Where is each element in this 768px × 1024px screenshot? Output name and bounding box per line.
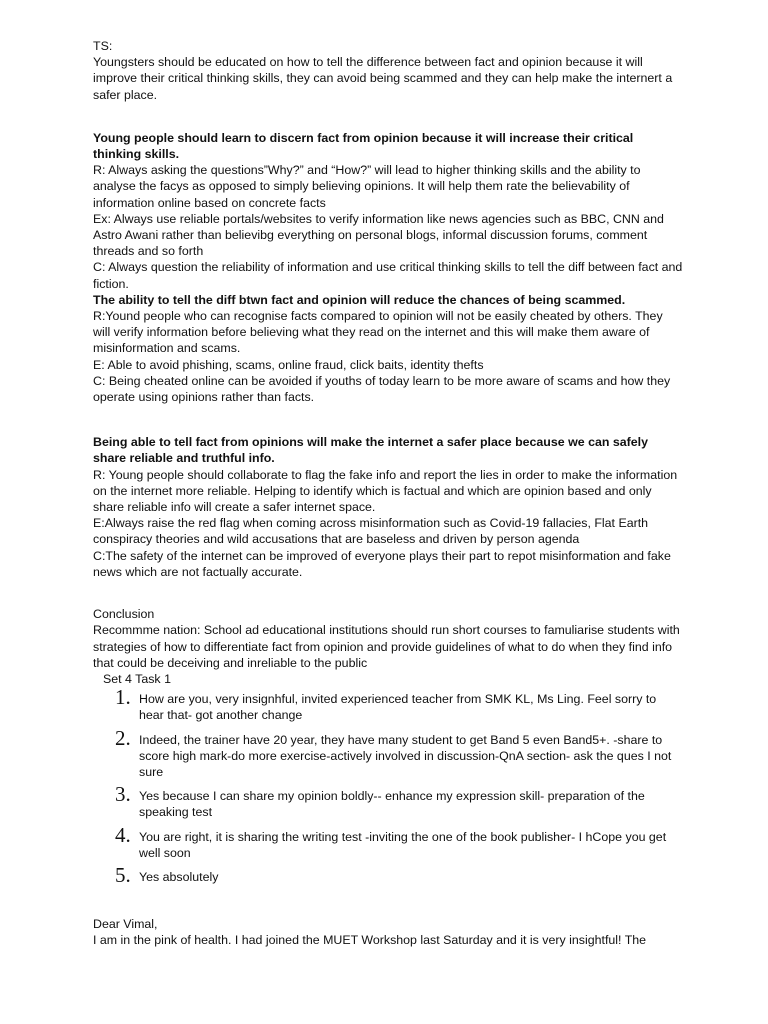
section-reason: R: Young people should collaborate to flag the fake info and report the lies in order to make the information on the internet more reliable. Helping to identify which is factual and which are opinion based and only share reliable info will create a safer internet space.: [93, 467, 678, 515]
list-number: 4.: [115, 822, 131, 847]
task-list: [93, 685, 683, 887]
section-example: E:Always raise the red flag when coming across misinformation such as Covid-19 fallacies, Flat Earth conspiracy theories and wild accusations that are baseless and driven by person agenda: [93, 516, 649, 547]
section-safer-internet: [93, 434, 683, 580]
list-number: 2.: [115, 725, 131, 750]
spacer: [93, 103, 683, 130]
list-item: [93, 685, 683, 723]
list-item: [93, 862, 683, 887]
thesis-text: Youngsters should be educated on how to tell the difference between fact and opinion because it will improve their critical thinking skills, they can avoid being scammed and they can help make the internert a safer place.: [93, 55, 673, 102]
letter-block: [93, 916, 683, 948]
list-text: Yes because I can share my opinion boldly-- enhance my expression skill- preparation of the speaking test: [139, 789, 645, 820]
list-text: You are right, it is sharing the writing test -inviting the one of the book publisher- I hCope you get well soon: [139, 829, 667, 860]
document-page: [93, 38, 683, 949]
conclusion-label: Conclusion: [93, 607, 155, 622]
thesis-label: TS:: [93, 39, 113, 53]
list-text: Indeed, the trainer have 20 year, they have many student to get Band 5 even Band5+. -share to score high mark-do more exercise-actively involved in discussion-QnA section- ask the ques I not sure: [139, 732, 672, 779]
section-heading: The ability to tell the diff btwn fact and opinion will reduce the chances of being scammed.: [93, 292, 626, 307]
section-reason: R: Always asking the questions”Why?” and “How?” will lead to higher thinking skills and the ability to analyse the facys as opposed to simply believing opinions. It will help them rate the believability of information online based on concrete facts: [93, 163, 641, 210]
list-item: [93, 822, 683, 861]
list-text: Yes absolutely: [139, 869, 219, 884]
conclusion-text: Recommme nation: School ad educational institutions should run short courses to famuliarise students with strategies of how to differentiate fact from opinion and provide guidelines of what to do when they find info that could be deceiving and inreliable to the public: [93, 623, 680, 670]
section-heading: Being able to tell fact from opinions will make the internet a safer place because we can safely share reliable and truthful info.: [93, 435, 649, 466]
section-example: E: Able to avoid phishing, scams, online fraud, click baits, identity thefts: [93, 357, 484, 372]
list-number: 5.: [115, 862, 131, 887]
letter-salutation: Dear Vimal,: [93, 917, 158, 932]
section-example: Ex: Always use reliable portals/websites to verify information like news agencies such as BBC, CNN and Astro Awani rather than believibg everything on personal blogs, informal discussion forums, comment threads and so forth: [93, 211, 664, 259]
list-item: [93, 725, 683, 781]
spacer: [93, 580, 683, 606]
list-number: 3.: [115, 782, 131, 807]
letter-text: I am in the pink of health. I had joined the MUET Workshop last Saturday and it is very insightful! The: [93, 933, 647, 948]
section-reason: R:Yound people who can recognise facts compared to opinion will not be easily cheated by others. They will verify information before believing what they read on the internet and this will make them aware of misinformation and scams.: [93, 309, 663, 356]
section-scams: [93, 292, 683, 405]
section-conclusion: C: Being cheated online can be avoided if youths of today learn to be more aware of scams and how they operate using opinions rather than facts.: [93, 373, 671, 405]
section-conclusion: C:The safety of the internet can be improved of everyone plays their part to repot misinformation and fake news which are not factually accurate.: [93, 548, 671, 579]
section-critical-thinking: [93, 130, 683, 292]
section-heading: Young people should learn to discern fact from opinion because it will increase their critical thinking skills.: [93, 130, 634, 162]
task-title: Set 4 Task 1: [103, 671, 171, 686]
list-item: [93, 782, 683, 820]
list-number: 1.: [115, 685, 131, 710]
conclusion-block: [93, 606, 683, 671]
section-conclusion: C: Always question the reliability of information and use critical thinking skills to tell the diff between fact and fiction.: [93, 260, 683, 291]
spacer: [93, 893, 683, 916]
list-text: How are you, very insignhful, invited experienced teacher from SMK KL, Ms Ling. Feel sorry to hear that- got another change: [139, 692, 657, 723]
spacer: [93, 405, 683, 434]
